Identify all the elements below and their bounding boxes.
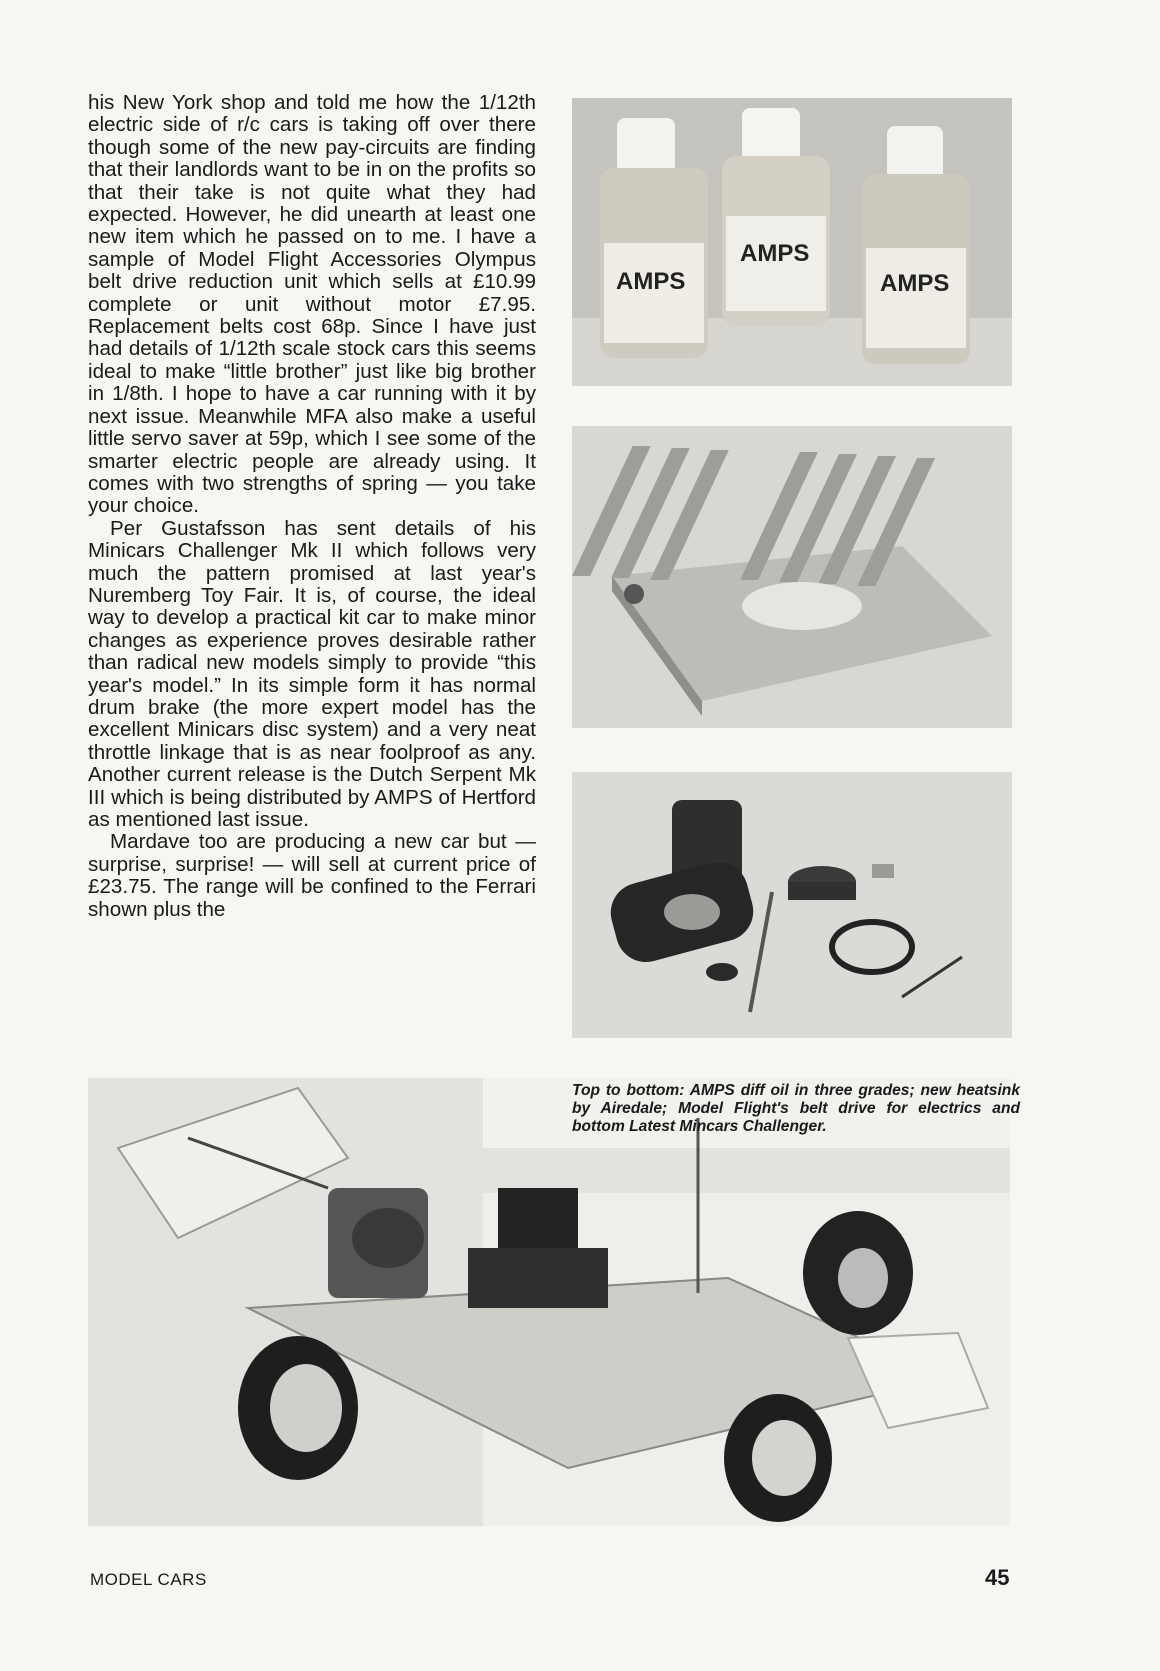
heatsink-photo	[572, 426, 1012, 728]
article-text-column	[88, 92, 536, 1042]
photo-caption: Top to bottom: AMPS diff oil in three grades; new heatsink by Airedale; Model Flight's belt drive for electrics and bottom Latest Mincars Challenger.	[572, 1082, 1020, 1135]
oil-bottle-label-left: AMPS	[616, 268, 686, 295]
article-paragraph-1: his New York shop and told me how the 1/12th electric side of r/c cars is taking off over there though some of the new pay-circuits are finding that their landlords want to be in on the profits so that their take is not quite what they had expected. However, he did unearth at least one new item which he passed on to me. I have a sample of Model Flight Accessories Olympus belt drive reduction unit which sells at £10.99 complete or unit without motor £7.95. Replacement belts cost 68p. Since I have just had details of 1/12th scale stock cars this seems ideal to make “little brother” just like big brother in 1/8th. I hope to have a car running with it by next issue. Meanwhile MFA also make a useful little servo saver at 59p, which I see some of the smarter electric people are already using. It comes with two strengths of spring — you take your choice.	[88, 92, 536, 518]
article-paragraph-3: Mardave too are producing a new car but — surprise, surprise! — will sell at current price of £23.75. The range will be confined to the Ferrari shown plus the	[88, 830, 536, 921]
magazine-name: MODEL CARS	[90, 1570, 207, 1589]
amps-diff-oil-photo	[572, 98, 1012, 386]
belt-drive-photo	[572, 772, 1012, 1038]
article-paragraph-2: Per Gustafsson has sent details of his Minicars Challenger Mk II which follows very much the pattern promised at last year's Nuremberg Toy Fair. It is, of course, the ideal way to develop a practical kit car to make minor changes as experience proves desirable rather than radical new models simply to provide “this year's model.” In its simple form it has normal drum brake (the more expert model has the excellent Minicars disc system) and a very neat throttle linkage that is as near foolproof as any. Another current release is the Dutch Serpent Mk III which is being distributed by AMPS of Hertford as mentioned last issue.	[88, 516, 536, 831]
oil-bottle-label-right: AMPS	[880, 270, 950, 297]
page-number: 45	[985, 1565, 1010, 1590]
minicars-challenger-photo	[88, 1078, 1010, 1526]
oil-bottle-label-middle: AMPS	[740, 240, 810, 267]
